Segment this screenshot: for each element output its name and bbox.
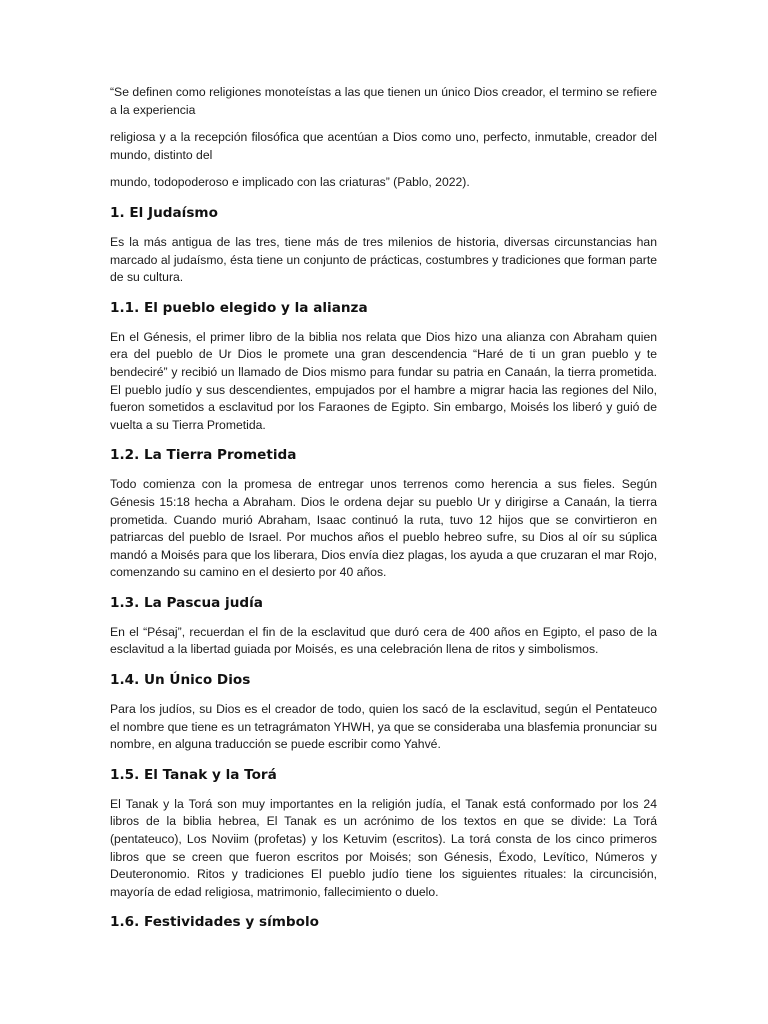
- section-body-judaismo: Es la más antigua de las tres, tiene más de tres milenios de historia, diversas circunstancias han marcado al judaísmo, ésta tiene un conjunto de prácticas, costumbres y tradiciones que forman parte de su cultura.: [110, 234, 657, 285]
- section-heading-tanak-tora: 1.5. El Tanak y la Torá: [110, 766, 277, 783]
- section-heading-festividades: 1.6. Festividades y símbolo: [110, 914, 319, 931]
- intro-paragraph-2: religiosa y a la recepción filosófica que acentúan a Dios como uno, perfecto, inmutable, creador del mundo, distinto del: [110, 130, 657, 162]
- section-body-tanak-tora: El Tanak y la Torá son muy importantes en la religión judía, el Tanak está conformado por los 24 libros de la biblia hebrea, El Tanak es un acrónimo de los textos en que se divide: La Torá (pentateuco), Los Noviim (profetas) y los Ketuvim (escritos). La torá consta de los cinco primeros libros que se creen que fueron escritos por Moisés; son Génesis, Éxodo, Levítico, Números y Deuteronomio. Ritos y tradiciones El pueblo judío tiene los siguientes rituales: la circuncisión, mayoría de edad religiosa, matrimonio, fallecimiento o duelo.: [110, 796, 657, 899]
- section-body-tierra-prometida: Todo comienza con la promesa de entregar unos terrenos como herencia a sus fieles. Según Génesis 15:18 hecha a Abraham. Dios le ordena dejar su pueblo Ur y dirigirse a Canaán, la tierra prometida. Cuando murió Abraham, Isaac continuó la ruta, tuvo 12 hijos que se convirtieron en patriarcas del pueblo de Israel. Por muchos años el pueblo hebreo sufre, su Dios al oír su súplica mandó a Moisés para que los liberara, Dios envía diez plagas, los ayuda a que cruzaran el mar Rojo, comenzando su camino en el desierto por 40 años.: [110, 477, 657, 580]
- section-heading-judaismo: 1. El Judaísmo: [110, 204, 218, 221]
- section-body-unico-dios: Para los judíos, su Dios es el creador de todo, quien los sacó de la esclavitud, según el Pentateuco el nombre que tiene es un tetragrámaton YHWH, ya que se consideraba una blasfemia pronunciar su nombre, en alguna traducción se puede escribir como Yahvé.: [110, 702, 657, 752]
- section-heading-unico-dios: 1.4. Un Único Dios: [110, 672, 251, 689]
- intro-paragraph-3: mundo, todopoderoso e implicado con las criaturas” (Pablo, 2022).: [110, 175, 470, 190]
- section-heading-pascua-judia: 1.3. La Pascua judía: [110, 594, 263, 611]
- document-page: [110, 84, 657, 943]
- section-body-pueblo-elegido: En el Génesis, el primer libro de la biblia nos relata que Dios hizo una alianza con Abraham quien era del pueblo de Ur Dios le promete una gran descendencia “Haré de ti un gran pueblo y te bendeciré” y recibió un llamado de Dios mismo para fundar su patria en Canaán, la tierra prometida. El pueblo judío y sus descendientes, empujados por el hambre a migrar hacia las regiones del Nilo, fueron sometidos a esclavitud por los Faraones de Egipto. Sin embargo, Moisés los liberó y guió de vuelta a su Tierra Prometida.: [110, 329, 657, 432]
- section-heading-pueblo-elegido: 1.1. El pueblo elegido y la alianza: [110, 299, 368, 316]
- intro-paragraph-1: “Se definen como religiones monoteístas a las que tienen un único Dios creador, el termino se refiere a la experiencia: [110, 85, 657, 117]
- section-body-pascua-judia: En el “Pésaj”, recuerdan el fin de la esclavitud que duró cera de 400 años en Egipto, el paso de la esclavitud a la libertad guiada por Moisés, es una celebración llena de ritos y simbolismos.: [110, 624, 657, 657]
- section-heading-tierra-prometida: 1.2. La Tierra Prometida: [110, 447, 297, 464]
